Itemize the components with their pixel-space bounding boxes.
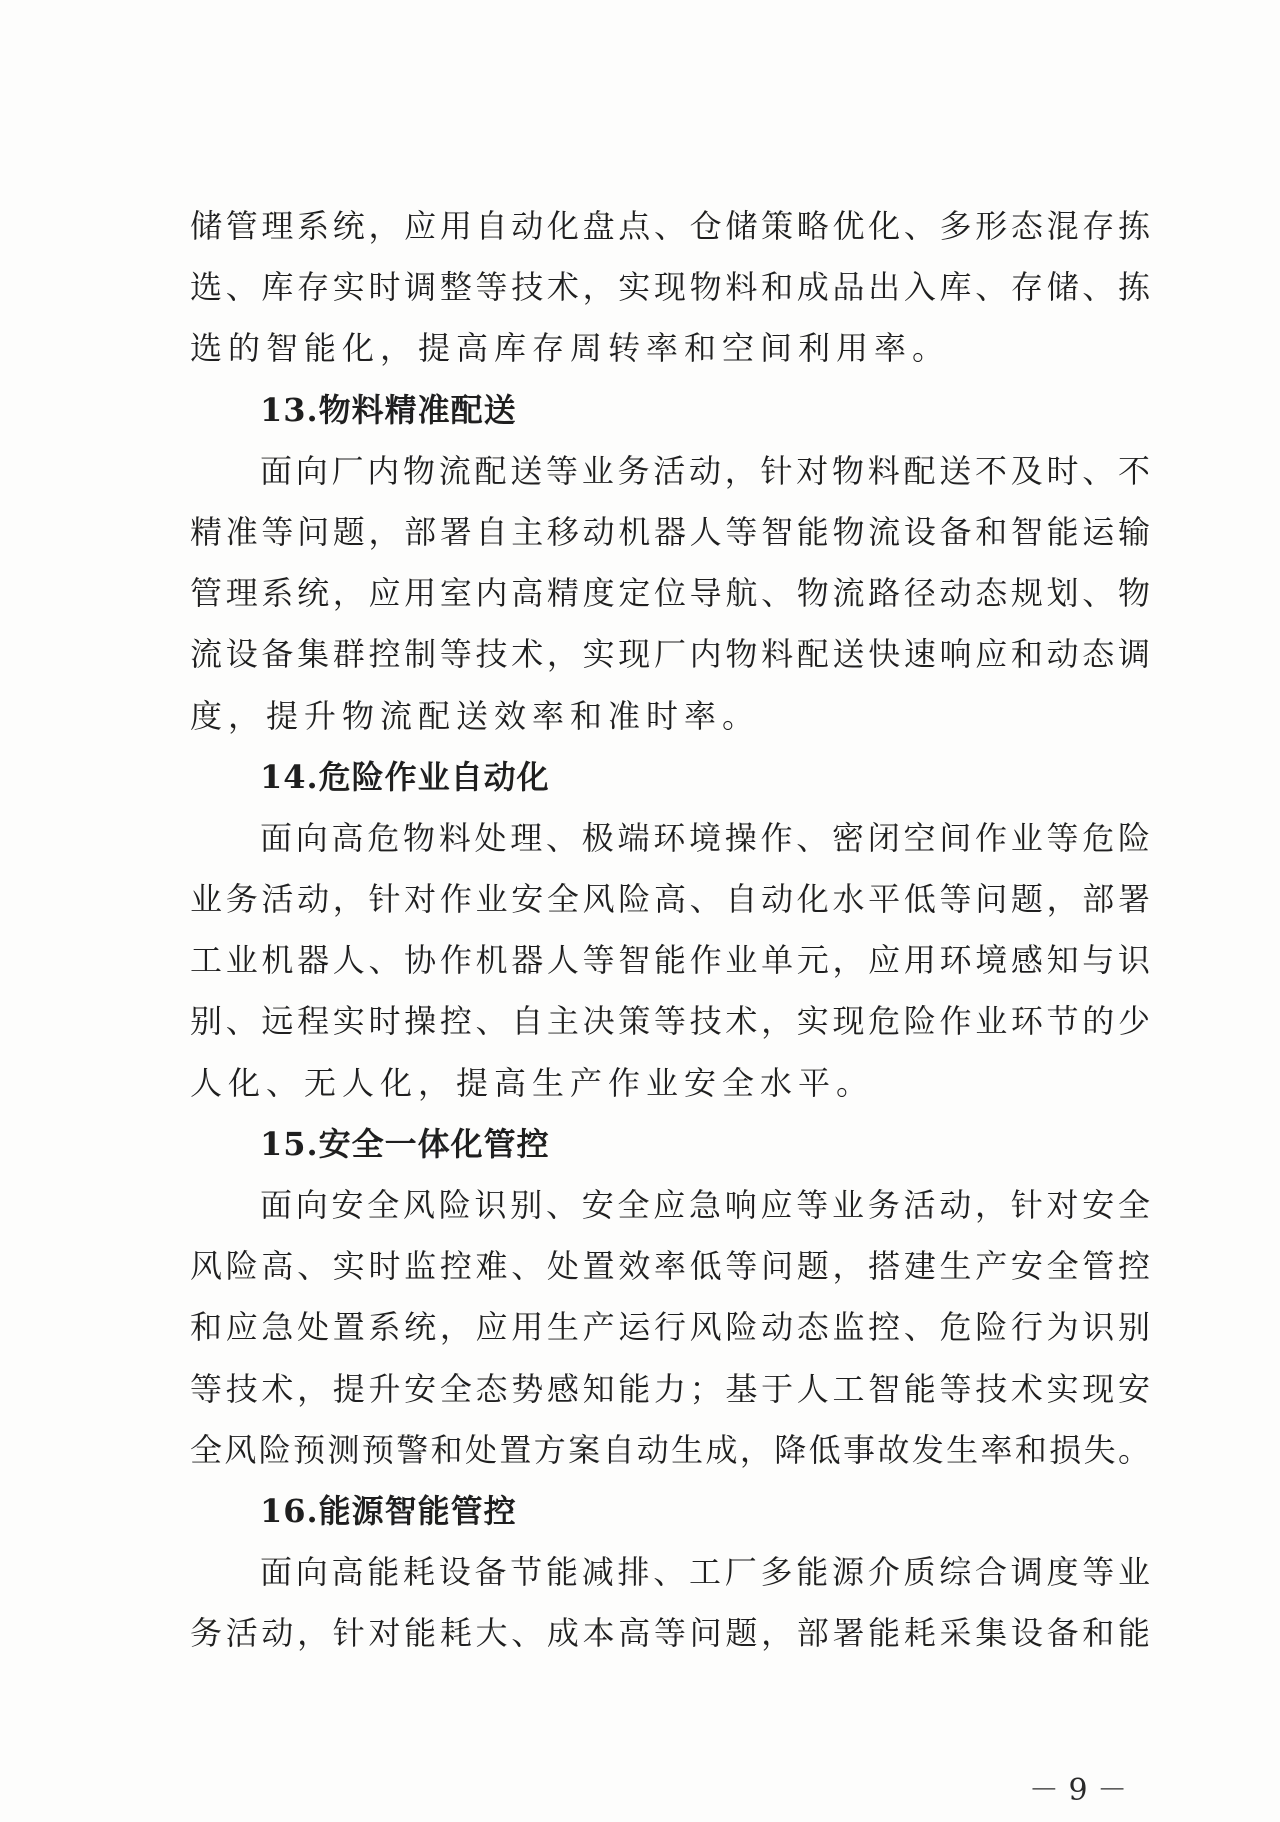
paragraph-line: 务活动，针对能耗大、成本高等问题，部署能耗采集设备和能 [190, 1614, 1150, 1653]
paragraph-line: 等技术，提升安全态势感知能力；基于人工智能等技术实现安 [190, 1369, 1150, 1408]
paragraph-line: 全风险预测预警和处置方案自动生成，降低事故发生率和损失。 [190, 1430, 1150, 1469]
paragraph-line: 风险高、实时监控难、处置效率低等问题，搭建生产安全管控 [190, 1247, 1150, 1286]
page-number: － 9 － [1028, 1773, 1128, 1808]
paragraph-line: 别、远程实时操控、自主决策等技术，实现危险作业环节的少 [190, 1002, 1150, 1041]
paragraph-line: 选、库存实时调整等技术，实现物料和成品出入库、存储、拣 [190, 268, 1150, 307]
paragraph-line: 面向高危物料处理、极端环境操作、密闭空间作业等危险 [260, 818, 1150, 857]
paragraph-line: 面向厂内物流配送等业务活动，针对物料配送不及时、不 [260, 451, 1150, 490]
paragraph-line: 流设备集群控制等技术，实现厂内物料配送快速响应和动态调 [190, 635, 1150, 674]
paragraph-line: 储管理系统，应用自动化盘点、仓储策略优化、多形态混存拣 [190, 207, 1150, 245]
paragraph-line: 人化、无人化，提高生产作业安全水平。 [190, 1063, 875, 1102]
section-heading: 14.危险作业自动化 [260, 757, 550, 796]
paragraph-line: 度，提升物流配送效率和准时率。 [190, 696, 761, 735]
paragraph-line: 面向高能耗设备节能减排、工厂多能源介质综合调度等业 [260, 1553, 1150, 1592]
section-heading: 13.物料精准配送 [260, 390, 517, 429]
paragraph-line: 业务活动，针对作业安全风险高、自动化水平低等问题，部署 [190, 880, 1150, 919]
paragraph-line: 工业机器人、协作机器人等智能作业单元，应用环境感知与识 [190, 941, 1150, 980]
section-heading: 16.能源智能管控 [260, 1491, 517, 1530]
paragraph-line: 和应急处置系统，应用生产运行风险动态监控、危险行为识别 [190, 1308, 1150, 1347]
paragraph-line: 选的智能化，提高库存周转率和空间利用率。 [190, 329, 951, 368]
paragraph-line: 管理系统，应用室内高精度定位导航、物流路径动态规划、物 [190, 574, 1150, 613]
document-body [190, 196, 1150, 1665]
paragraph-line: 面向安全风险识别、安全应急响应等业务活动，针对安全 [260, 1186, 1150, 1224]
section-heading: 15.安全一体化管控 [260, 1124, 550, 1163]
paragraph-line: 精准等问题，部署自主移动机器人等智能物流设备和智能运输 [190, 512, 1150, 551]
